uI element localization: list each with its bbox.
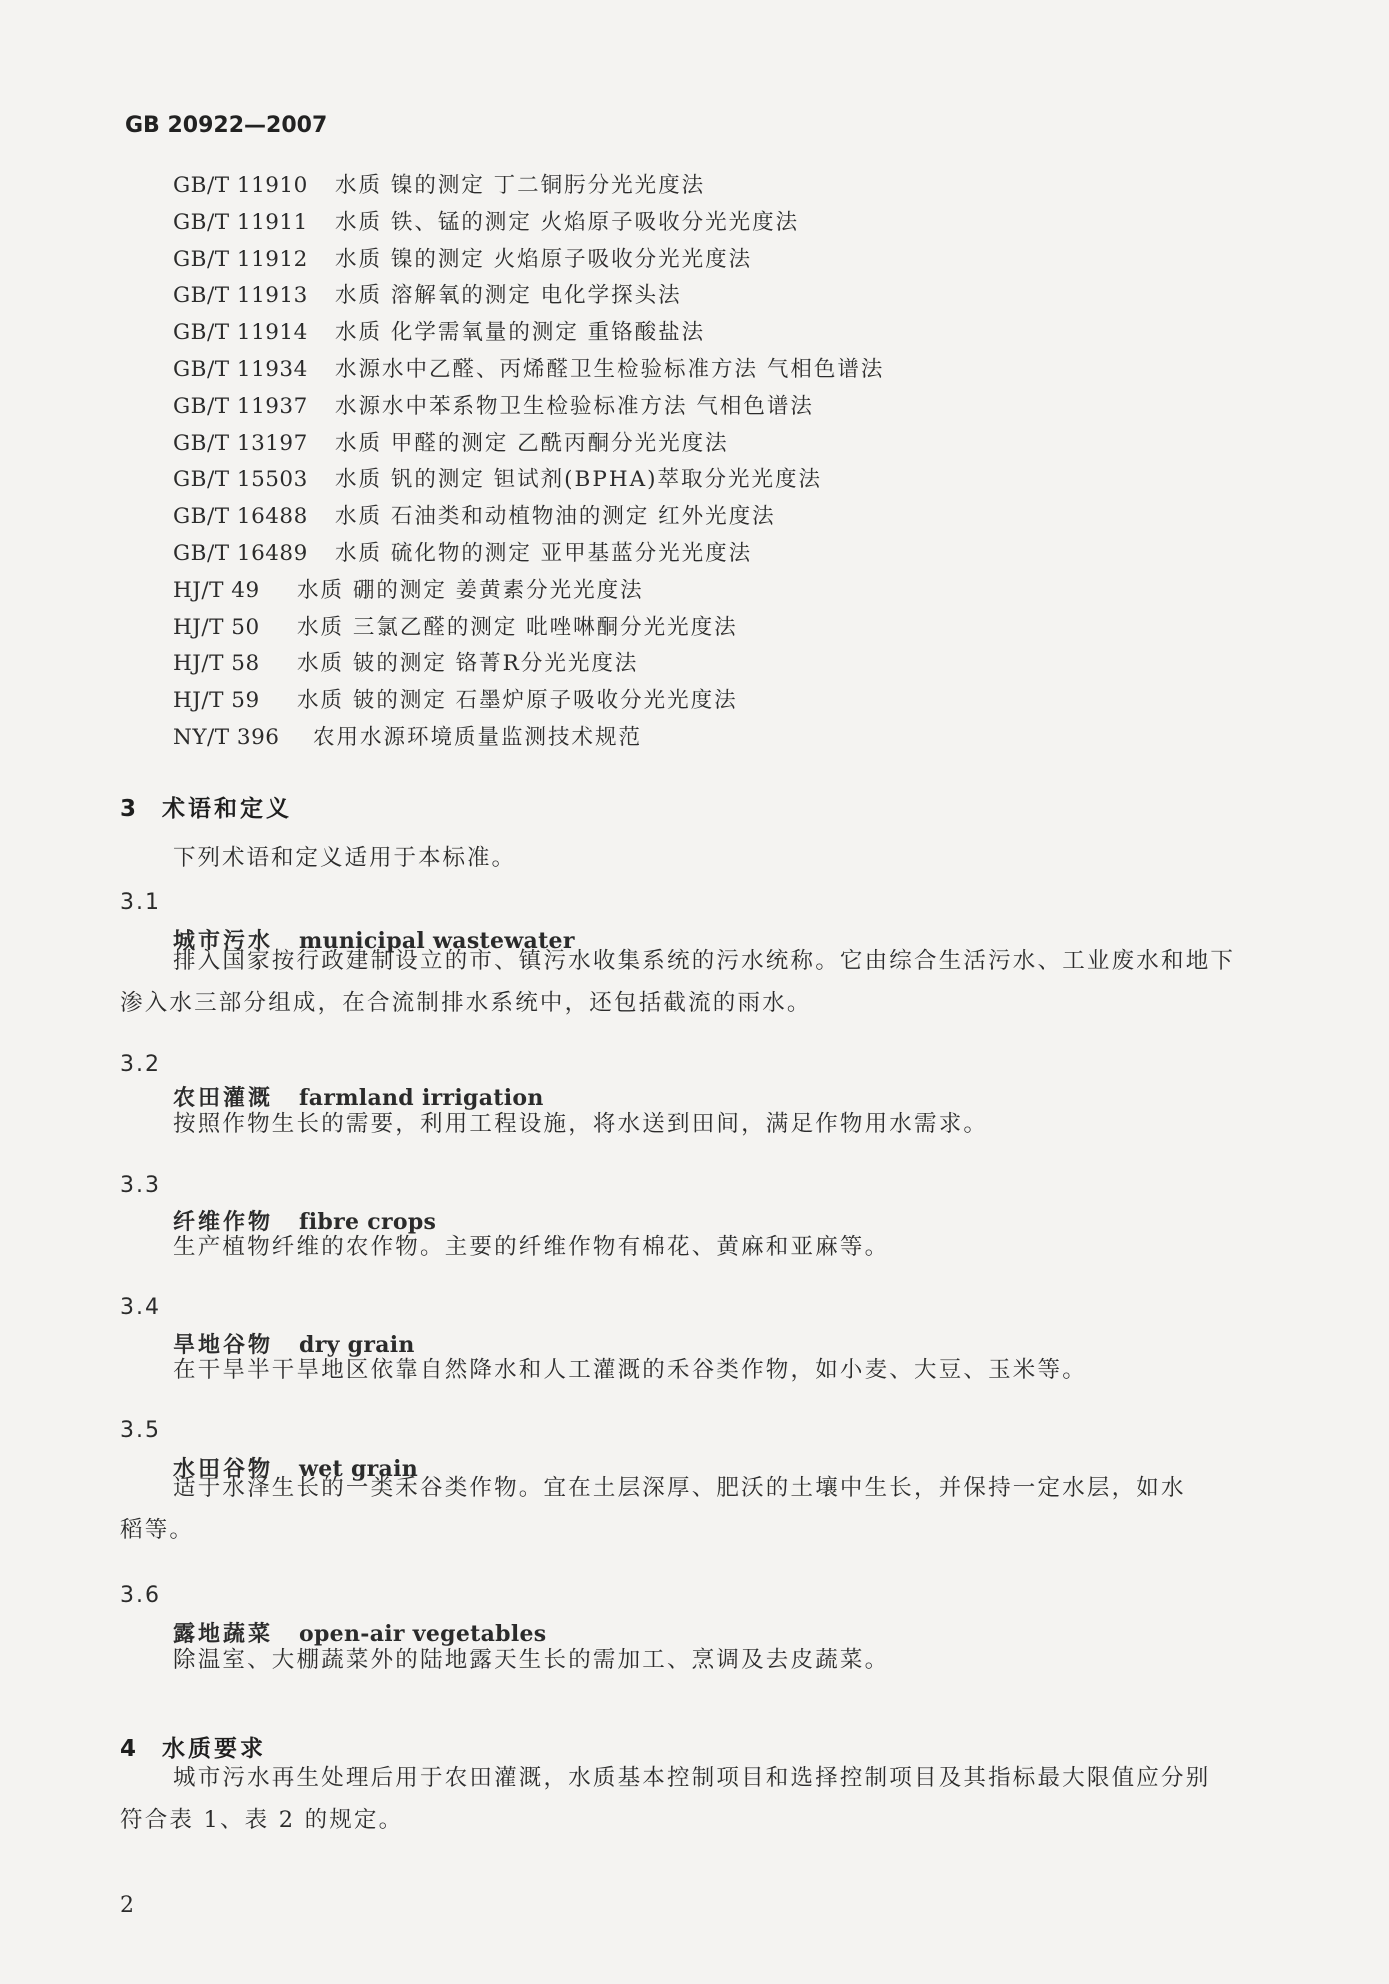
reference-title: 水源水中苯系物卫生检验标准方法 气相色谱法	[335, 393, 814, 419]
term-number: 3.6	[120, 1583, 161, 1608]
standard-number-header: GB 20922—2007	[125, 113, 328, 138]
reference-item	[173, 352, 1273, 389]
reference-item	[173, 646, 1273, 683]
term-chinese: 城市污水	[173, 929, 274, 954]
reference-code: HJ/T 59	[173, 688, 260, 714]
reference-item	[173, 278, 1273, 315]
reference-title: 水质 镍的测定 丁二铜肟分光光度法	[335, 173, 706, 198]
reference-item	[173, 683, 1273, 720]
reference-code: GB/T 11914	[173, 320, 308, 346]
reference-title: 水质 化学需氧量的测定 重铬酸盐法	[335, 320, 706, 346]
reference-code: GB/T 11910	[173, 173, 308, 198]
term-definition	[173, 1349, 1333, 1391]
term-number: 3.4	[120, 1295, 161, 1320]
reference-title: 水质 甲醛的测定 乙酰丙酮分光光度法	[335, 430, 729, 456]
reference-item	[173, 168, 1273, 205]
term-english: farmland irrigation	[299, 1085, 544, 1111]
reference-item	[173, 389, 1273, 426]
reference-item	[173, 242, 1273, 279]
term-chinese: 农田灌溉	[173, 1086, 274, 1111]
reference-title: 农用水源环境质量监测技术规范	[313, 724, 643, 750]
reference-title: 水质 三氯乙醛的测定 吡唑啉酮分光光度法	[297, 614, 738, 640]
reference-item	[173, 315, 1273, 352]
term-chinese: 纤维作物	[173, 1210, 274, 1235]
reference-code: NY/T 396	[173, 724, 280, 750]
term-english: open-air vegetables	[299, 1621, 547, 1647]
term-chinese: 水田谷物	[173, 1457, 274, 1482]
reference-code: HJ/T 49	[173, 577, 260, 603]
reference-code: GB/T 11934	[173, 356, 308, 382]
reference-item	[173, 499, 1273, 536]
reference-title: 水源水中乙醛、丙烯醛卫生检验标准方法 气相色谱法	[335, 356, 885, 382]
reference-title: 水质 铍的测定 铬菁R分光光度法	[297, 651, 639, 677]
definition-line: 按照作物生长的需要，利用工程设施，将水送到田间，满足作物用水需求。	[173, 1111, 989, 1137]
section-number: 4	[120, 1736, 137, 1762]
definition-line: 生产植物纤维的农作物。主要的纤维作物有棉花、黄麻和亚麻等。	[173, 1234, 890, 1260]
reference-code: HJ/T 58	[173, 651, 260, 677]
term-definition	[173, 1226, 1333, 1268]
reference-item	[173, 720, 1273, 757]
term-number: 3.3	[120, 1173, 161, 1198]
reference-title: 水质 钒的测定 钽试剂(BPHA)萃取分光光度法	[335, 467, 822, 493]
reference-code: GB/T 16489	[173, 540, 308, 566]
term-definition	[173, 1103, 1333, 1145]
definition-line: 除温室、大棚蔬菜外的陆地露天生长的需加工、烹调及去皮蔬菜。	[173, 1647, 890, 1673]
section-title: 水质要求	[162, 1736, 266, 1762]
paragraph-line: 城市污水再生处理后用于农田灌溉，水质基本控制项目和选择控制项目及其指标最大限值应分别	[173, 1765, 1211, 1791]
section-intro: 下列术语和定义适用于本标准。	[173, 845, 517, 871]
section-heading-terms	[120, 790, 292, 823]
term-english: municipal wastewater	[299, 928, 575, 954]
term-english: fibre crops	[299, 1209, 437, 1235]
reference-item	[173, 573, 1273, 610]
reference-title: 水质 铁、锰的测定 火焰原子吸收分光光度法	[335, 209, 800, 235]
term-number: 3.5	[120, 1418, 161, 1443]
reference-code: GB/T 11912	[173, 246, 308, 272]
reference-item	[173, 610, 1273, 647]
definition-line: 在干旱半干旱地区依靠自然降水和人工灌溉的禾谷类作物，如小麦、大豆、玉米等。	[173, 1357, 1087, 1383]
section-paragraph	[120, 1757, 1333, 1841]
reference-item	[173, 462, 1273, 499]
term-english: dry grain	[299, 1332, 415, 1358]
reference-title: 水质 硼的测定 姜黄素分光光度法	[297, 577, 644, 603]
reference-code: GB/T 11911	[173, 209, 308, 235]
reference-code: GB/T 11937	[173, 393, 308, 419]
reference-title: 水质 溶解氧的测定 电化学探头法	[335, 283, 682, 309]
term-definition	[120, 940, 1333, 1024]
term-number: 3.1	[120, 890, 161, 915]
reference-item	[173, 426, 1273, 463]
section-title: 术语和定义	[162, 796, 292, 822]
term-chinese: 露地蔬菜	[173, 1622, 274, 1647]
page-number: 2	[120, 1893, 134, 1918]
paragraph-line: 符合表 1、表 2 的规定。	[120, 1807, 404, 1833]
reference-item	[173, 205, 1273, 242]
reference-code: GB/T 11913	[173, 283, 308, 309]
definition-line: 稻等。	[120, 1517, 195, 1543]
definition-line: 渗入水三部分组成，在合流制排水系统中，还包括截流的雨水。	[120, 990, 812, 1016]
reference-title: 水质 镍的测定 火焰原子吸收分光光度法	[335, 246, 753, 272]
reference-title: 水质 硫化物的测定 亚甲基蓝分光光度法	[335, 540, 753, 566]
term-english: wet grain	[299, 1456, 419, 1482]
normative-references-list	[173, 168, 1273, 757]
reference-code: GB/T 16488	[173, 504, 308, 530]
term-definition	[173, 1639, 1333, 1681]
reference-title: 水质 石油类和动植物油的测定 红外光度法	[335, 504, 776, 530]
reference-title: 水质 铍的测定 石墨炉原子吸收分光光度法	[297, 688, 738, 714]
definition-line: 排入国家按行政建制设立的市、镇污水收集系统的污水统称。它由综合生活污水、工业废水和地下	[173, 948, 1236, 974]
section-number: 3	[120, 796, 137, 822]
term-definition	[120, 1467, 1333, 1551]
term-number: 3.2	[120, 1052, 161, 1077]
term-chinese: 旱地谷物	[173, 1333, 274, 1358]
reference-code: GB/T 13197	[173, 430, 308, 456]
reference-item	[173, 536, 1273, 573]
definition-line: 适于水泽生长的一类禾谷类作物。宜在土层深厚、肥沃的土壤中生长，并保持一定水层，如水	[173, 1475, 1186, 1501]
reference-code: GB/T 15503	[173, 467, 308, 493]
reference-code: HJ/T 50	[173, 614, 260, 640]
